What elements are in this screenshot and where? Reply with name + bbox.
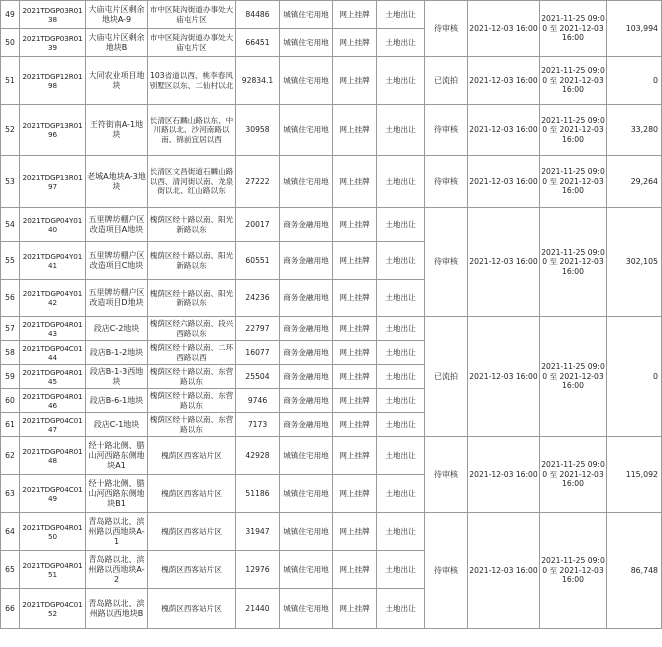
listing-period: 2021-11-25 09:00 至 2021-12-03 16:00 [540,156,607,208]
land-use: 商务金融用地 [280,389,333,413]
row-number: 54 [1,208,20,242]
transfer-method: 网上挂牌 [333,29,377,57]
transfer-method: 网上挂牌 [333,513,377,551]
parcel-area: 21440 [236,589,280,629]
end-time: 2021-12-03 16:00 [468,437,540,513]
parcel-code: 2021TDGP13R0197 [20,156,86,208]
parcel-name: 大庙屯片区剩余地块A-9 [86,1,148,29]
parcel-code: 2021TDGP03R0138 [20,1,86,29]
listing-period: 2021-11-25 09:00 至 2021-12-03 16:00 [540,1,607,57]
deal-price: 302,105 [607,208,662,317]
row-number: 59 [1,365,20,389]
row-number: 53 [1,156,20,208]
land-use: 城镇住宅用地 [280,589,333,629]
parcel-name: 段店B-6-1地块 [86,389,148,413]
parcel-code: 2021TDGP04C0144 [20,341,86,365]
parcel-code: 2021TDGP04R0150 [20,513,86,551]
status-cell: 待审核 [425,156,468,208]
parcel-code: 2021TDGP04R0143 [20,317,86,341]
end-time: 2021-12-03 16:00 [468,57,540,105]
parcel-location: 市中区陡沟街道办事处大庙屯片区 [148,1,236,29]
row-number: 63 [1,475,20,513]
end-time: 2021-12-03 16:00 [468,105,540,156]
parcel-area: 9746 [236,389,280,413]
transfer-method: 网上挂牌 [333,57,377,105]
transaction-type: 土地出让 [377,437,425,475]
row-number: 65 [1,551,20,589]
deal-price: 103,994 [607,1,662,57]
parcel-code: 2021TDGP03R0139 [20,29,86,57]
listing-period: 2021-11-25 09:00 至 2021-12-03 16:00 [540,57,607,105]
table-row [1,105,662,156]
land-use: 商务金融用地 [280,341,333,365]
parcel-name: 段店B-1-2地块 [86,341,148,365]
table-row [1,1,662,29]
transaction-type: 土地出让 [377,1,425,29]
end-time: 2021-12-03 16:00 [468,317,540,437]
parcel-location: 槐荫区经十路以南、东营路以东 [148,413,236,437]
land-use: 商务金融用地 [280,208,333,242]
parcel-location: 长清区石麟山路以东、中川路以北、沙河南路以南、锦前宜居以西 [148,105,236,156]
deal-price: 33,280 [607,105,662,156]
transaction-type: 土地出让 [377,341,425,365]
parcel-area: 25504 [236,365,280,389]
transaction-type: 土地出让 [377,208,425,242]
land-use: 商务金融用地 [280,317,333,341]
row-number: 52 [1,105,20,156]
parcel-area: 24236 [236,280,280,317]
parcel-location: 槐荫区经十路以南、阳光新路以东 [148,242,236,280]
transaction-type: 土地出让 [377,589,425,629]
parcel-name: 五里牌坊棚户区改造项目D地块 [86,280,148,317]
transaction-type: 土地出让 [377,105,425,156]
transfer-method: 网上挂牌 [333,365,377,389]
status-cell: 待审核 [425,208,468,317]
parcel-location: 槐荫区经十路以南、阳光新路以东 [148,208,236,242]
transaction-type: 土地出让 [377,280,425,317]
listing-period: 2021-11-25 09:00 至 2021-12-03 16:00 [540,437,607,513]
end-time: 2021-12-03 16:00 [468,208,540,317]
deal-price: 0 [607,57,662,105]
land-use: 城镇住宅用地 [280,1,333,29]
transfer-method: 网上挂牌 [333,551,377,589]
parcel-code: 2021TDGP04R0146 [20,389,86,413]
parcel-location: 槐荫区西客站片区 [148,589,236,629]
table-row [1,156,662,208]
parcel-location: 槐荫区经十路以南、东营路以东 [148,365,236,389]
parcel-area: 31947 [236,513,280,551]
parcel-name: 经十路北侧、腊山河西路东侧地块A1 [86,437,148,475]
parcel-code: 2021TDGP04C0152 [20,589,86,629]
status-cell: 待审核 [425,105,468,156]
deal-price: 86,748 [607,513,662,629]
deal-price: 29,264 [607,156,662,208]
listing-period: 2021-11-25 09:00 至 2021-12-03 16:00 [540,317,607,437]
parcel-name: 经十路北侧、腊山河西路东侧地块B1 [86,475,148,513]
listing-period: 2021-11-25 09:00 至 2021-12-03 16:00 [540,105,607,156]
listing-period: 2021-11-25 09:00 至 2021-12-03 16:00 [540,208,607,317]
parcel-code: 2021TDGP12R0198 [20,57,86,105]
parcel-area: 42928 [236,437,280,475]
row-number: 51 [1,57,20,105]
parcel-code: 2021TDGP13R0196 [20,105,86,156]
parcel-area: 30958 [236,105,280,156]
parcel-area: 27222 [236,156,280,208]
end-time: 2021-12-03 16:00 [468,513,540,629]
transaction-type: 土地出让 [377,156,425,208]
parcel-code: 2021TDGP04R0151 [20,551,86,589]
transfer-method: 网上挂牌 [333,317,377,341]
parcel-location: 槐荫区西客站片区 [148,551,236,589]
table-row [1,437,662,475]
transaction-type: 土地出让 [377,389,425,413]
end-time: 2021-12-03 16:00 [468,1,540,57]
row-number: 64 [1,513,20,551]
transaction-type: 土地出让 [377,513,425,551]
parcel-code: 2021TDGP04R0145 [20,365,86,389]
parcel-name: 王符街南A-1地块 [86,105,148,156]
row-number: 66 [1,589,20,629]
parcel-area: 60551 [236,242,280,280]
listing-period: 2021-11-25 09:00 至 2021-12-03 16:00 [540,513,607,629]
parcel-name: 老城A地块A-3地块 [86,156,148,208]
table-row [1,513,662,551]
row-number: 60 [1,389,20,413]
table-row [1,317,662,341]
parcel-area: 16077 [236,341,280,365]
parcel-name: 段店C-2地块 [86,317,148,341]
land-use: 城镇住宅用地 [280,513,333,551]
status-cell: 已流拍 [425,317,468,437]
parcel-area: 84486 [236,1,280,29]
parcel-name: 段店C-1地块 [86,413,148,437]
parcel-code: 2021TDGP04C0149 [20,475,86,513]
row-number: 58 [1,341,20,365]
row-number: 50 [1,29,20,57]
transaction-type: 土地出让 [377,317,425,341]
parcel-code: 2021TDGP04R0148 [20,437,86,475]
transfer-method: 网上挂牌 [333,242,377,280]
land-use: 城镇住宅用地 [280,156,333,208]
transfer-method: 网上挂牌 [333,156,377,208]
parcel-location: 槐荫区经六路以南、段兴西路以东 [148,317,236,341]
parcel-location: 市中区陡沟街道办事处大庙屯片区 [148,29,236,57]
parcel-location: 槐荫区西客站片区 [148,513,236,551]
row-number: 61 [1,413,20,437]
row-number: 62 [1,437,20,475]
transaction-type: 土地出让 [377,365,425,389]
parcel-name: 青岛路以北、滨州路以西地块A-2 [86,551,148,589]
parcel-code: 2021TDGP04Y0142 [20,280,86,317]
end-time: 2021-12-03 16:00 [468,156,540,208]
parcel-location: 长清区文昌街道石麟山路以西、清河街以南、龙泉街以北、红山路以东 [148,156,236,208]
transfer-method: 网上挂牌 [333,413,377,437]
transfer-method: 网上挂牌 [333,389,377,413]
parcel-area: 7173 [236,413,280,437]
deal-price: 115,092 [607,437,662,513]
parcel-name: 大庙屯片区剩余地块B [86,29,148,57]
row-number: 55 [1,242,20,280]
parcel-location: 槐荫区西客站片区 [148,437,236,475]
land-use: 城镇住宅用地 [280,57,333,105]
land-use: 城镇住宅用地 [280,437,333,475]
transaction-type: 土地出让 [377,29,425,57]
status-cell: 待审核 [425,437,468,513]
row-number: 49 [1,1,20,29]
parcel-code: 2021TDGP04Y0140 [20,208,86,242]
table-row [1,57,662,105]
parcel-location: 槐荫区西客站片区 [148,475,236,513]
transfer-method: 网上挂牌 [333,280,377,317]
transaction-type: 土地出让 [377,475,425,513]
row-number: 57 [1,317,20,341]
parcel-name: 段店B-1-3西地块 [86,365,148,389]
transaction-type: 土地出让 [377,57,425,105]
land-use: 商务金融用地 [280,413,333,437]
land-use: 城镇住宅用地 [280,105,333,156]
parcel-area: 66451 [236,29,280,57]
land-use: 商务金融用地 [280,242,333,280]
transfer-method: 网上挂牌 [333,589,377,629]
parcel-name: 青岛路以北、滨州路以西地块B [86,589,148,629]
transaction-type: 土地出让 [377,413,425,437]
parcel-location: 103省道以西、桃李春风别墅区以东、二仙村以北 [148,57,236,105]
parcel-area: 20017 [236,208,280,242]
status-cell: 已流拍 [425,57,468,105]
land-use: 商务金融用地 [280,365,333,389]
parcel-name: 大同农业项目地块 [86,57,148,105]
parcel-code: 2021TDGP04Y0141 [20,242,86,280]
parcel-name: 五里牌坊棚户区改造项目A地块 [86,208,148,242]
parcel-name: 青岛路以北、滨州路以西地块A-1 [86,513,148,551]
table-row [1,208,662,242]
parcel-location: 槐荫区经十路以南、阳光新路以东 [148,280,236,317]
transfer-method: 网上挂牌 [333,341,377,365]
transaction-type: 土地出让 [377,242,425,280]
parcel-area: 12976 [236,551,280,589]
status-cell: 待审核 [425,1,468,57]
parcel-code: 2021TDGP04C0147 [20,413,86,437]
row-number: 56 [1,280,20,317]
transfer-method: 网上挂牌 [333,1,377,29]
land-use: 城镇住宅用地 [280,475,333,513]
status-cell: 待审核 [425,513,468,629]
transfer-method: 网上挂牌 [333,105,377,156]
land-use: 城镇住宅用地 [280,551,333,589]
parcel-area: 22797 [236,317,280,341]
parcel-location: 槐荫区经十路以南、二环西路以西 [148,341,236,365]
transaction-type: 土地出让 [377,551,425,589]
parcel-location: 槐荫区经十路以南、东营路以东 [148,389,236,413]
transfer-method: 网上挂牌 [333,437,377,475]
transfer-method: 网上挂牌 [333,208,377,242]
transfer-method: 网上挂牌 [333,475,377,513]
land-use: 商务金融用地 [280,280,333,317]
parcel-area: 51186 [236,475,280,513]
parcel-area: 92834.1 [236,57,280,105]
land-use: 城镇住宅用地 [280,29,333,57]
deal-price: 0 [607,317,662,437]
parcel-name: 五里牌坊棚户区改造项目C地块 [86,242,148,280]
